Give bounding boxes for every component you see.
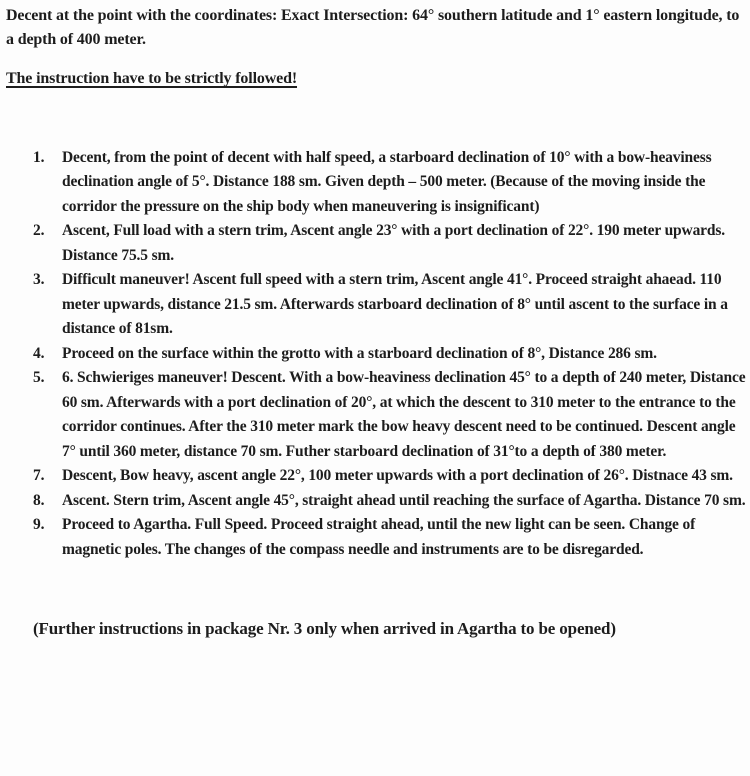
instruction-list bbox=[6, 146, 746, 563]
instruction-item bbox=[6, 513, 746, 562]
item-number: 1. bbox=[33, 148, 45, 166]
instructions-heading: The instruction have to be strictly followed! bbox=[6, 70, 298, 87]
intro-paragraph: Decent at the point with the coordinates: Exact Intersection: 64° southern latitude and 1° eastern longitude, to a depth of 400 meter. bbox=[6, 7, 740, 48]
item-number: 3. bbox=[33, 271, 45, 288]
item-number: 5. bbox=[33, 369, 45, 386]
instruction-item bbox=[6, 219, 746, 268]
item-number: 8. bbox=[33, 491, 45, 509]
instruction-item bbox=[6, 489, 746, 514]
item-number: 2. bbox=[33, 222, 45, 239]
item-number: 7. bbox=[33, 467, 45, 484]
item-text: Proceed to Agartha. Full Speed. Proceed straight ahead, until the new light can be seen. Change of magnetic poles. The changes of the compass needle and instruments are to be disregarded. bbox=[62, 516, 696, 558]
item-number: 4. bbox=[33, 344, 45, 362]
instruction-item bbox=[6, 146, 746, 220]
item-text: Decent, from the point of decent with half speed, a starboard declination of 10° with a bow-heaviness declination angle of 5°. Distance 188 sm. Given depth – 500 meter. (Because of the moving inside the corridor the pressure on the ship body when maneuvering is insignificant) bbox=[62, 148, 712, 215]
item-text: Difficult maneuver! Ascent full speed with a stern trim, Ascent angle 41°. Proceed straight ahaead. 110 meter upwards, distance 21.5 sm. Afterwards starboard declination of 8° until ascent to the surface in a distance of 81sm. bbox=[62, 271, 728, 337]
item-text: Ascent. Stern trim, Ascent angle 45°, straight ahead until reaching the surface of Agartha. Distance 70 sm. bbox=[62, 491, 746, 509]
item-text: Ascent, Full load with a stern trim, Ascent angle 23° with a port declination of 22°. 190 meter upwards. Distance 75.5 sm. bbox=[62, 222, 725, 264]
instruction-item bbox=[6, 342, 746, 367]
instruction-item bbox=[6, 268, 746, 342]
instruction-item bbox=[6, 464, 746, 489]
item-text: 6. Schwieriges maneuver! Descent. With a bow-heaviness declination 45° to a depth of 240 meter, Distance 60 sm. Afterwards with a port declination of 20°, at which the descent to 310 meter to the entrance to the corridor continues. After the 310 meter mark the bow heavy descent need to be continued. Descent angle 7° until 360 meter, distance 70 sm. Futher starboard declination of 31°to a depth of 380 meter. bbox=[62, 369, 746, 460]
item-text: Descent, Bow heavy, ascent angle 22°, 100 meter upwards with a port declination of 26°. Distnace 43 sm. bbox=[62, 467, 733, 484]
item-number: 9. bbox=[33, 516, 45, 533]
instruction-item bbox=[6, 366, 746, 464]
item-text: Proceed on the surface within the grotto with a starboard declination of 8°, Distance 286 sm. bbox=[62, 344, 657, 362]
footer-note: (Further instructions in package Nr. 3 only when arrived in Agartha to be opened) bbox=[33, 619, 616, 638]
